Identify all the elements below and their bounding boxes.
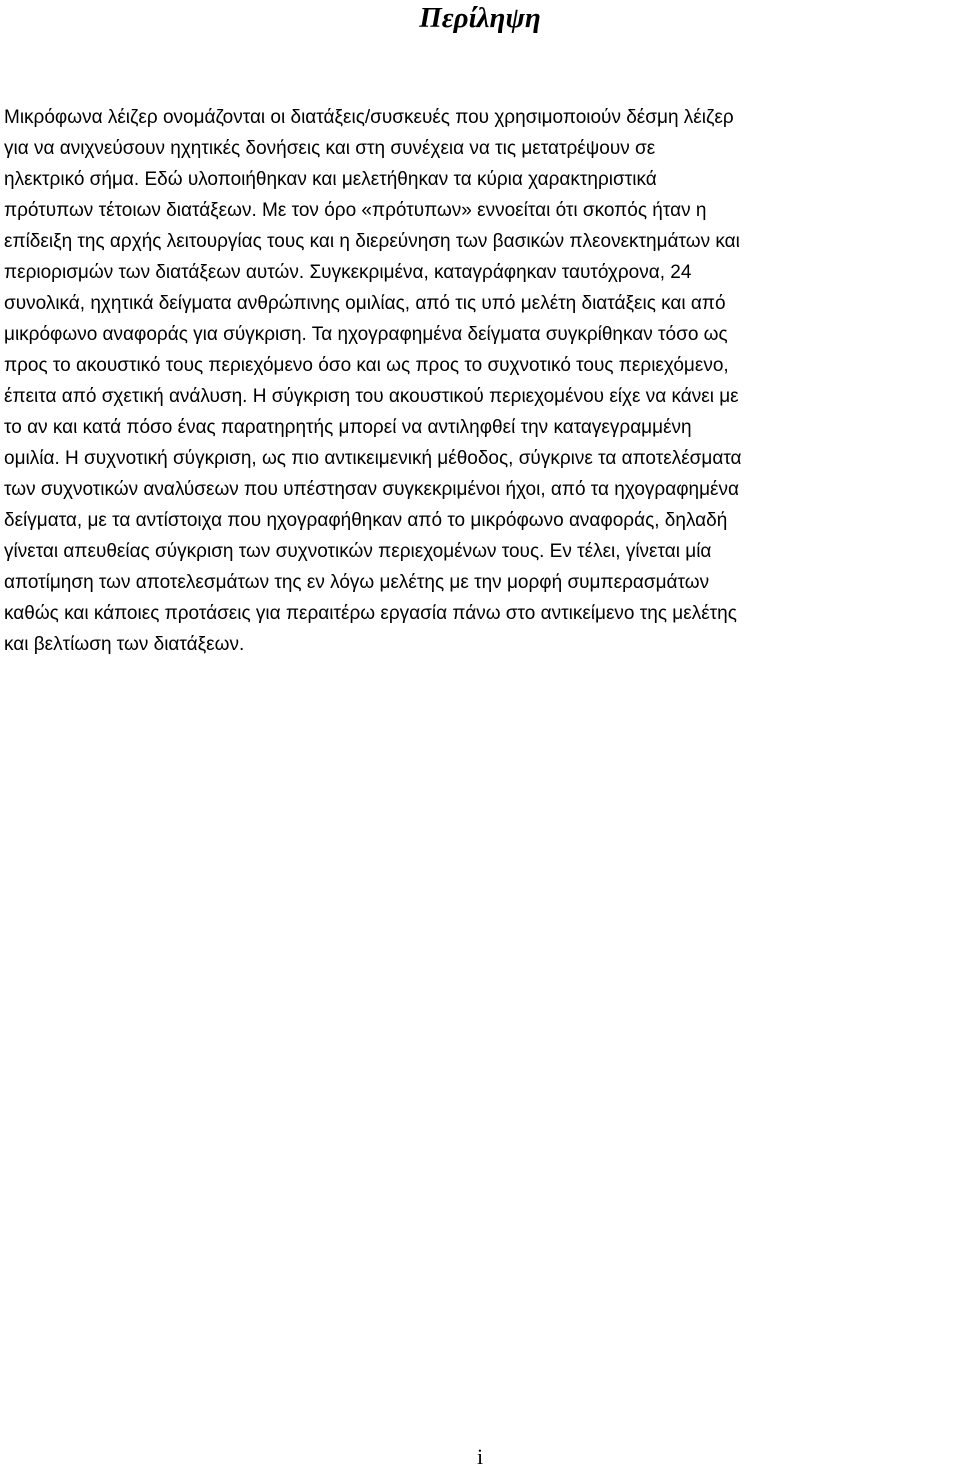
abstract-line: των συχνοτικών αναλύσεων που υπέστησαν συγκεκριμένοι ήχοι, από τα ηχογραφημένα <box>4 479 739 500</box>
abstract-line: πρότυπων τέτοιων διατάξεων. Με τον όρο «πρότυπων» εννοείται ότι σκοπός ήταν η <box>4 200 707 221</box>
abstract-line: ομιλία. Η συχνοτική σύγκριση, ως πιο αντικειμενική μέθοδος, σύγκρινε τα αποτελέσματα <box>4 448 742 469</box>
abstract-line: γίνεται απευθείας σύγκριση των συχνοτικών περιεχομένων τους. Εν τέλει, γίνεται μία <box>4 541 712 562</box>
abstract-line: περιορισμών των διατάξεων αυτών. Συγκεκριμένα, καταγράφηκαν ταυτόχρονα, 24 <box>4 262 692 283</box>
abstract-line: για να ανιχνεύσουν ηχητικές δονήσεις και στη συνέχεια να τις μετατρέψουν σε <box>4 138 656 159</box>
abstract-line: το αν και κατά πόσο ένας παρατηρητής μπορεί να αντιληφθεί την καταγεγραμμένη <box>4 417 692 438</box>
abstract-line: επίδειξη της αρχής λειτουργίας τους και η διερεύνηση των βασικών πλεονεκτημάτων και <box>4 231 740 252</box>
abstract-line: αποτίμηση των αποτελεσμάτων της εν λόγω μελέτης με την μορφή συμπερασμάτων <box>4 572 710 593</box>
abstract-line: Μικρόφωνα λέιζερ ονομάζονται οι διατάξεις/συσκευές που χρησιμοποιούν δέσμη λέιζερ <box>4 107 734 128</box>
abstract-line: προς το ακουστικό τους περιεχόμενο όσο και ως προς το συχνοτικό τους περιεχόμενο, <box>4 355 729 376</box>
page-title: Περίληψη <box>419 2 541 34</box>
abstract-line: συνολικά, ηχητικά δείγματα ανθρώπινης ομιλίας, από τις υπό μελέτη διατάξεις και από <box>4 293 726 314</box>
abstract-line: και βελτίωση των διατάξεων. <box>4 634 245 655</box>
abstract-line: ηλεκτρικό σήμα. Εδώ υλοποιήθηκαν και μελετήθηκαν τα κύρια χαρακτηριστικά <box>4 169 657 190</box>
abstract-line: έπειτα από σχετική ανάλυση. Η σύγκριση του ακουστικού περιεχομένου είχε να κάνει με <box>4 386 739 407</box>
abstract-line: καθώς και κάποιες προτάσεις για περαιτέρω εργασία πάνω στο αντικείμενο της μελέτης <box>4 603 737 624</box>
abstract-line: δείγματα, με τα αντίστοιχα που ηχογραφήθηκαν από το μικρόφωνο αναφοράς, δηλαδή <box>4 510 728 531</box>
abstract-body <box>4 102 956 660</box>
abstract-line: μικρόφωνο αναφοράς για σύγκριση. Τα ηχογραφημένα δείγματα συγκρίθηκαν τόσο ως <box>4 324 728 345</box>
page-number: i <box>476 1444 484 1469</box>
